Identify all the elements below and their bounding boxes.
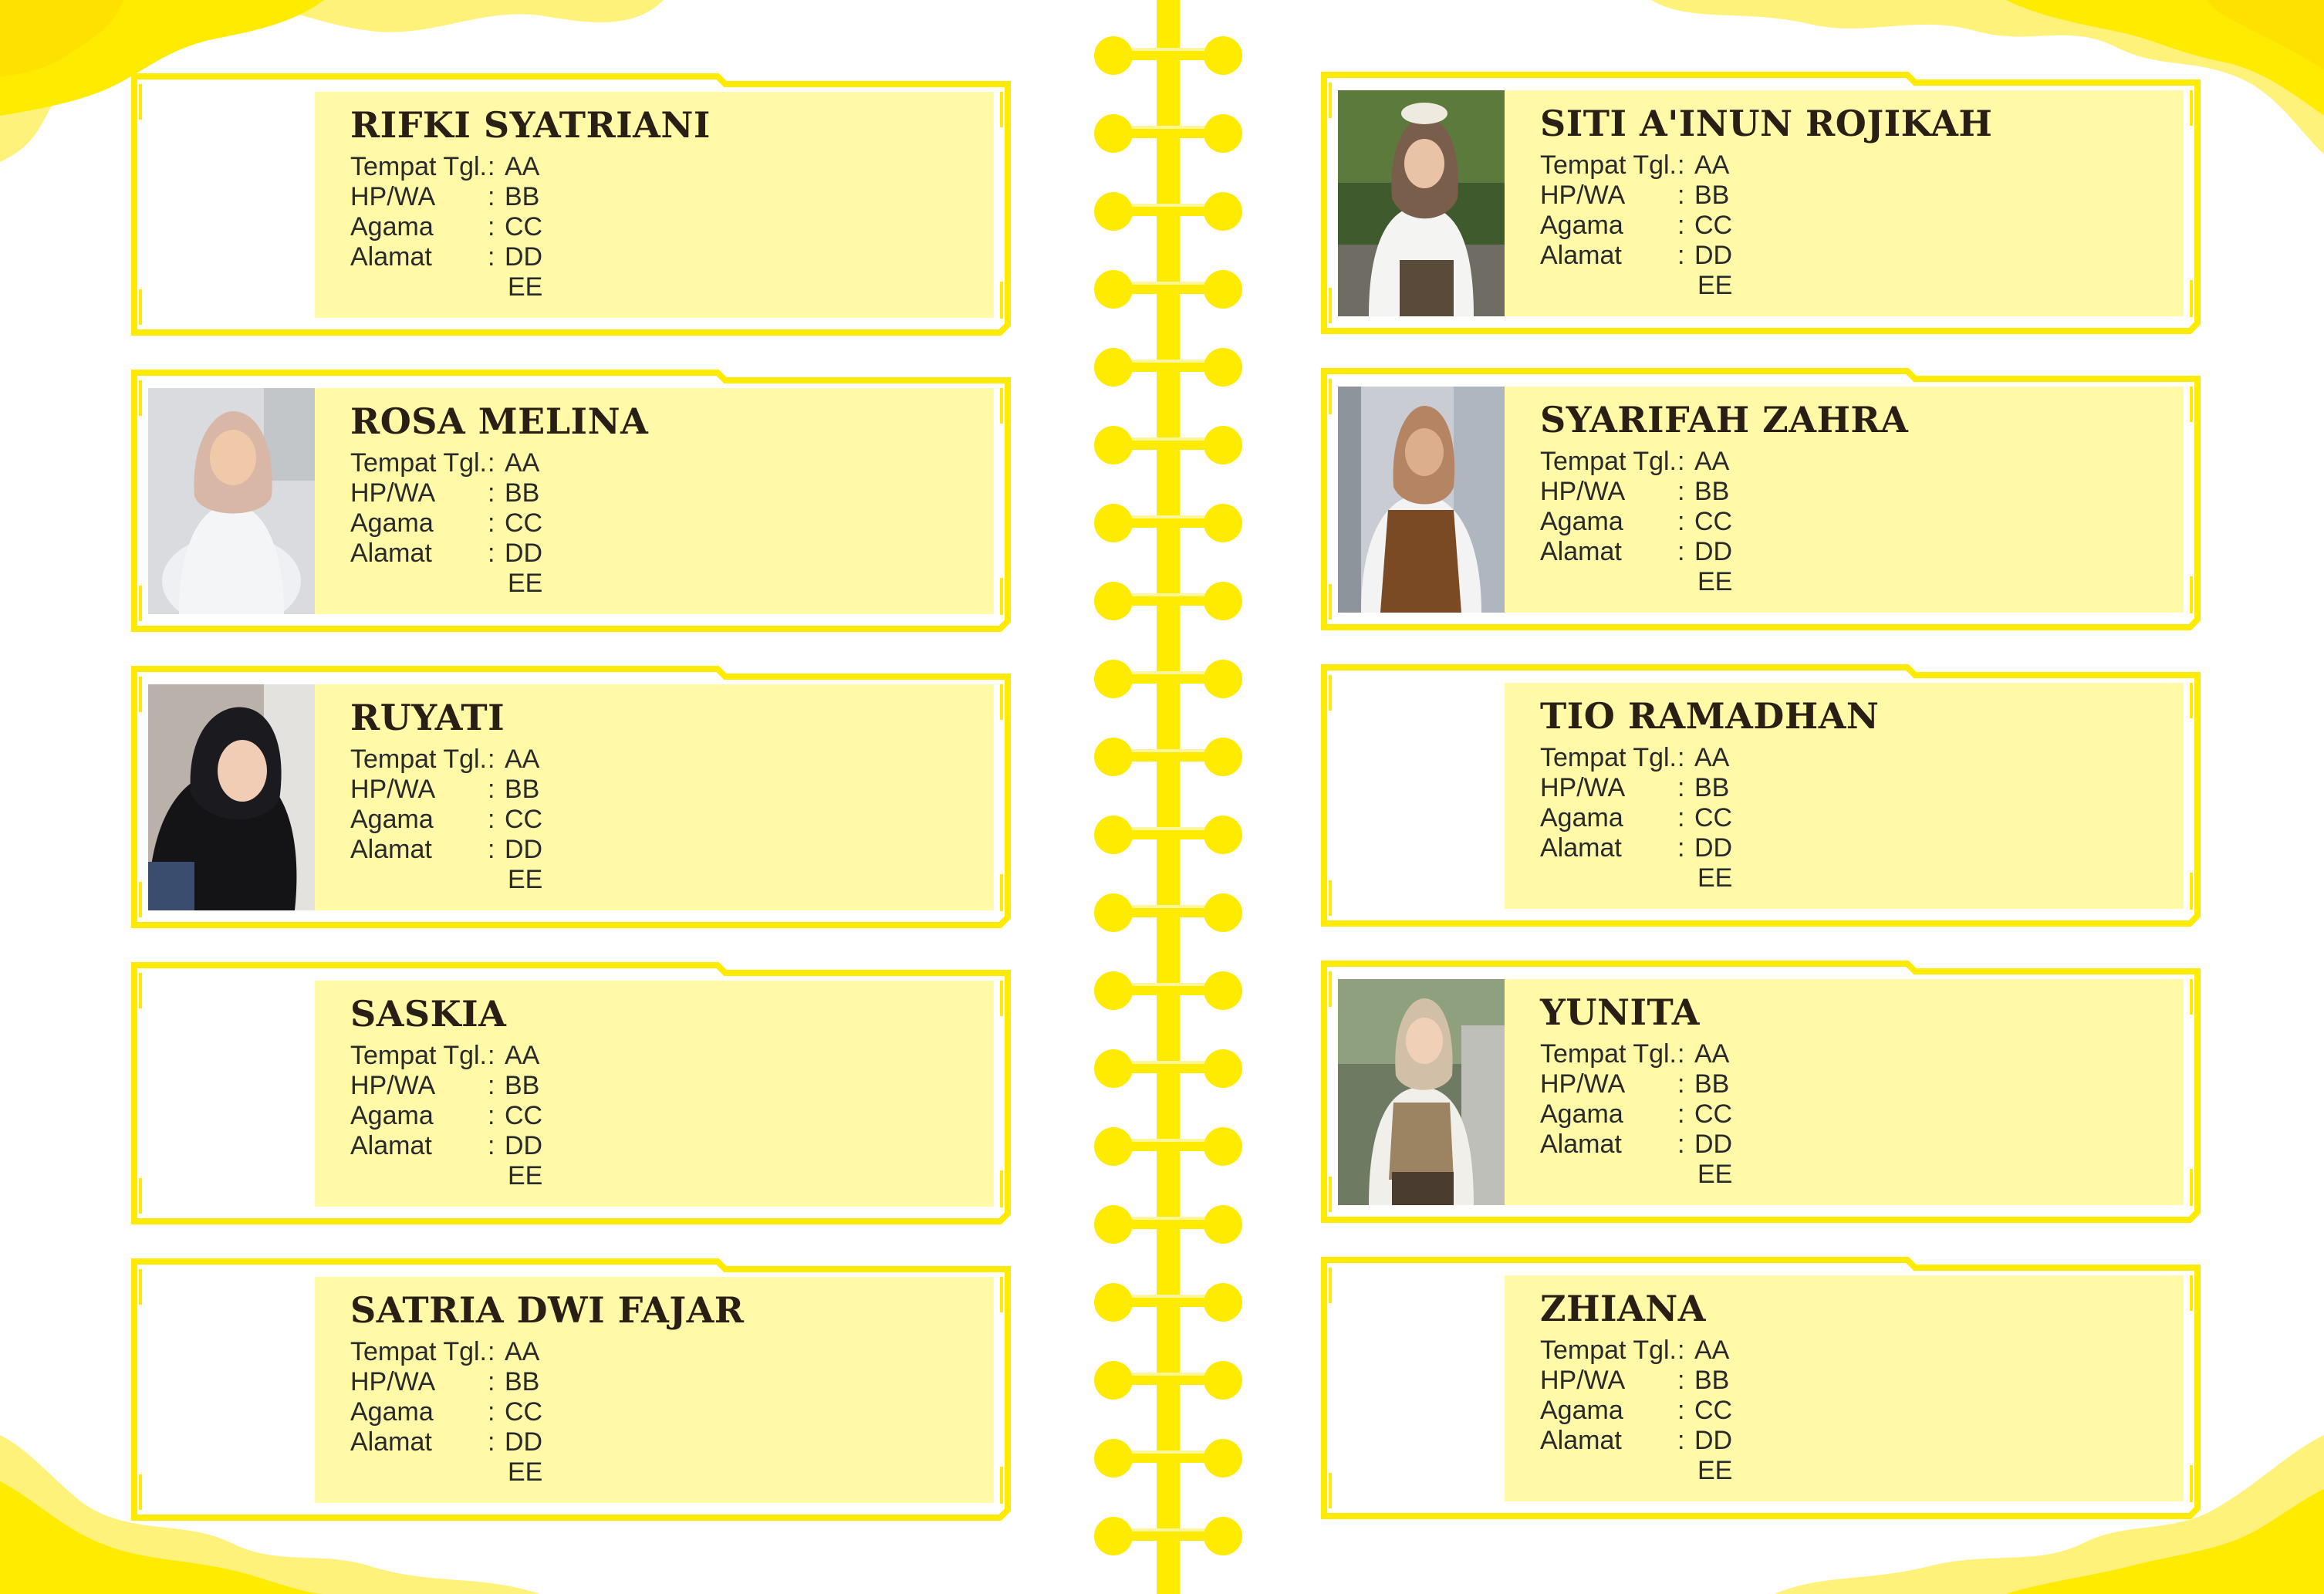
profile-card — [1321, 72, 2201, 334]
separator: : — [488, 448, 495, 478]
separator: : — [488, 805, 495, 834]
separator: : — [488, 745, 495, 774]
profile-card — [131, 962, 1011, 1224]
phone-label: HP/WA — [1540, 181, 1626, 210]
binding-ring — [1094, 1049, 1242, 1089]
binding-ring — [1094, 1360, 1242, 1400]
religion-value: CC — [505, 212, 543, 241]
separator: : — [1677, 181, 1685, 210]
address-label: Alamat — [1540, 1426, 1622, 1455]
address-label: Alamat — [1540, 537, 1622, 566]
profile-card — [1321, 368, 2201, 630]
phone-label: HP/WA — [1540, 1366, 1626, 1395]
birth-value: AA — [1694, 1336, 1730, 1365]
address-value: DD — [1694, 833, 1733, 863]
binding-ring — [1094, 815, 1242, 855]
info-panel — [1505, 1275, 2184, 1501]
separator: : — [1677, 773, 1685, 802]
info-panel — [1505, 90, 2184, 316]
separator: : — [1677, 537, 1685, 566]
separator: : — [1677, 1069, 1685, 1099]
separator: : — [1677, 833, 1685, 863]
phone-value: BB — [1694, 477, 1730, 506]
student-name: RIFKI SYATRIANI — [350, 104, 711, 146]
photo-placeholder — [148, 1277, 315, 1503]
birth-value: AA — [505, 1041, 540, 1070]
separator: : — [488, 1071, 495, 1100]
binding-ring — [1094, 113, 1242, 154]
birth-value: AA — [1694, 1039, 1730, 1069]
separator: : — [488, 539, 495, 568]
binding-ring — [1094, 1204, 1242, 1244]
separator: : — [488, 1131, 495, 1160]
phone-label: HP/WA — [1540, 1069, 1626, 1099]
phone-value: BB — [1694, 1366, 1730, 1395]
birth-value: AA — [505, 448, 540, 478]
religion-label: Agama — [1540, 1396, 1623, 1425]
phone-label: HP/WA — [350, 775, 436, 804]
binding-ring — [1094, 347, 1242, 387]
separator: : — [1677, 1396, 1685, 1425]
address-line2: EE — [1697, 863, 1733, 893]
separator: : — [1677, 1426, 1685, 1455]
binding-ring — [1094, 503, 1242, 543]
religion-value: CC — [505, 508, 543, 538]
profile-card — [131, 1258, 1011, 1521]
religion-label: Agama — [1540, 1099, 1623, 1129]
birth-label: Tempat Tgl. — [1540, 743, 1677, 772]
birth-label: Tempat Tgl. — [1540, 1336, 1677, 1365]
separator: : — [488, 242, 495, 272]
separator: : — [1677, 447, 1685, 476]
student-name: SITI A'INUN ROJIKAH — [1540, 103, 1993, 144]
separator: : — [488, 508, 495, 538]
binding-spine — [1157, 0, 1180, 1594]
religion-label: Agama — [350, 1101, 434, 1130]
religion-value: CC — [505, 1397, 543, 1427]
student-name: SASKIA — [350, 993, 507, 1035]
profile-card — [1321, 961, 2201, 1223]
phone-label: HP/WA — [1540, 773, 1626, 802]
religion-label: Agama — [350, 508, 434, 538]
portrait-photo — [148, 684, 315, 910]
birth-label: Tempat Tgl. — [350, 152, 488, 181]
birth-value: AA — [1694, 447, 1730, 476]
birth-value: AA — [505, 152, 540, 181]
profile-card — [131, 73, 1011, 336]
address-value: DD — [1694, 1426, 1733, 1455]
student-name: ZHIANA — [1540, 1288, 1706, 1329]
photo-placeholder — [1338, 1275, 1505, 1501]
separator: : — [1677, 211, 1685, 240]
phone-value: BB — [1694, 1069, 1730, 1099]
birth-value: AA — [505, 1337, 540, 1366]
religion-label: Agama — [350, 212, 434, 241]
student-name: RUYATI — [350, 697, 505, 738]
photo-placeholder — [148, 981, 315, 1207]
binding-ring — [1094, 737, 1242, 777]
phone-value: BB — [1694, 773, 1730, 802]
binding-ring — [1094, 1282, 1242, 1322]
address-label: Alamat — [350, 242, 432, 272]
birth-value: AA — [1694, 150, 1730, 180]
binding-ring — [1094, 1126, 1242, 1167]
address-value: DD — [505, 1427, 543, 1457]
student-name: SATRIA DWI FAJAR — [350, 1289, 745, 1331]
address-line2: EE — [1697, 567, 1733, 596]
binding-ring — [1094, 425, 1242, 465]
birth-label: Tempat Tgl. — [350, 1337, 488, 1366]
address-value: DD — [505, 242, 543, 272]
info-panel — [315, 1277, 994, 1503]
info-panel — [315, 92, 994, 318]
portrait-photo — [1338, 387, 1505, 613]
info-panel — [315, 981, 994, 1207]
separator: : — [488, 1367, 495, 1396]
portrait-photo — [1338, 90, 1505, 316]
separator: : — [488, 212, 495, 241]
religion-label: Agama — [350, 1397, 434, 1427]
religion-value: CC — [1694, 1396, 1733, 1425]
religion-value: CC — [505, 1101, 543, 1130]
phone-label: HP/WA — [350, 182, 436, 211]
religion-label: Agama — [350, 805, 434, 834]
address-line2: EE — [1697, 1456, 1733, 1485]
separator: : — [488, 835, 495, 864]
separator: : — [1677, 477, 1685, 506]
address-value: DD — [505, 1131, 543, 1160]
address-label: Alamat — [350, 835, 432, 864]
binding-ring — [1094, 1516, 1242, 1556]
separator: : — [488, 152, 495, 181]
address-label: Alamat — [350, 1427, 432, 1457]
phone-label: HP/WA — [350, 1071, 436, 1100]
phone-value: BB — [505, 1367, 540, 1396]
birth-label: Tempat Tgl. — [1540, 1039, 1677, 1069]
separator: : — [488, 182, 495, 211]
religion-value: CC — [1694, 211, 1733, 240]
binding-ring — [1094, 659, 1242, 699]
birth-label: Tempat Tgl. — [1540, 150, 1677, 180]
address-line2: EE — [508, 1161, 543, 1190]
binding-ring — [1094, 971, 1242, 1011]
address-value: DD — [505, 539, 543, 568]
phone-value: BB — [505, 182, 540, 211]
photo-placeholder — [1338, 683, 1505, 909]
portrait-photo — [148, 388, 315, 614]
separator: : — [1677, 1039, 1685, 1069]
phone-label: HP/WA — [1540, 477, 1626, 506]
binding-ring — [1094, 581, 1242, 621]
religion-value: CC — [1694, 1099, 1733, 1129]
separator: : — [1677, 1336, 1685, 1365]
separator: : — [1677, 241, 1685, 270]
separator: : — [1677, 507, 1685, 536]
address-value: DD — [1694, 241, 1733, 270]
separator: : — [488, 1397, 495, 1427]
address-value: DD — [505, 835, 543, 864]
separator: : — [1677, 803, 1685, 832]
address-line2: EE — [508, 569, 543, 598]
binding-ring — [1094, 35, 1242, 76]
phone-label: HP/WA — [350, 478, 436, 508]
separator: : — [1677, 743, 1685, 772]
birth-label: Tempat Tgl. — [350, 1041, 488, 1070]
info-panel — [1505, 387, 2184, 613]
separator: : — [1677, 1099, 1685, 1129]
address-label: Alamat — [350, 1131, 432, 1160]
student-name: YUNITA — [1540, 991, 1700, 1033]
binding-ring — [1094, 191, 1242, 231]
separator: : — [1677, 1366, 1685, 1395]
religion-label: Agama — [1540, 803, 1623, 832]
student-name: SYARIFAH ZAHRA — [1540, 399, 1909, 441]
address-label: Alamat — [1540, 241, 1622, 270]
student-name: TIO RAMADHAN — [1540, 695, 1880, 737]
separator: : — [488, 775, 495, 804]
separator: : — [488, 478, 495, 508]
separator: : — [1677, 150, 1685, 180]
birth-label: Tempat Tgl. — [350, 448, 488, 478]
address-label: Alamat — [1540, 833, 1622, 863]
separator: : — [488, 1101, 495, 1130]
phone-value: BB — [505, 478, 540, 508]
phone-value: BB — [505, 1071, 540, 1100]
address-value: DD — [1694, 1130, 1733, 1159]
profile-card — [131, 370, 1011, 632]
separator: : — [488, 1427, 495, 1457]
separator: : — [488, 1041, 495, 1070]
profile-card — [131, 666, 1011, 928]
binding-ring — [1094, 269, 1242, 309]
religion-label: Agama — [1540, 507, 1623, 536]
separator: : — [488, 1337, 495, 1366]
info-panel — [315, 388, 994, 614]
separator: : — [1677, 1130, 1685, 1159]
phone-value: BB — [1694, 181, 1730, 210]
birth-value: AA — [505, 745, 540, 774]
info-panel — [315, 684, 994, 910]
phone-label: HP/WA — [350, 1367, 436, 1396]
info-panel — [1505, 683, 2184, 909]
binding-ring — [1094, 893, 1242, 933]
birth-value: AA — [1694, 743, 1730, 772]
address-value: DD — [1694, 537, 1733, 566]
info-panel — [1505, 979, 2184, 1205]
birth-label: Tempat Tgl. — [350, 745, 488, 774]
address-label: Alamat — [1540, 1130, 1622, 1159]
address-label: Alamat — [350, 539, 432, 568]
religion-value: CC — [1694, 507, 1733, 536]
address-line2: EE — [508, 865, 543, 894]
profile-card — [1321, 664, 2201, 927]
student-name: ROSA MELINA — [350, 400, 649, 442]
portrait-photo — [1338, 979, 1505, 1205]
address-line2: EE — [508, 1457, 543, 1487]
address-line2: EE — [1697, 271, 1733, 300]
religion-value: CC — [1694, 803, 1733, 832]
phone-value: BB — [505, 775, 540, 804]
binding-ring — [1094, 1438, 1242, 1478]
address-line2: EE — [1697, 1160, 1733, 1189]
profile-card — [1321, 1257, 2201, 1519]
religion-label: Agama — [1540, 211, 1623, 240]
religion-value: CC — [505, 805, 543, 834]
photo-placeholder — [148, 92, 315, 318]
birth-label: Tempat Tgl. — [1540, 447, 1677, 476]
address-line2: EE — [508, 272, 543, 302]
